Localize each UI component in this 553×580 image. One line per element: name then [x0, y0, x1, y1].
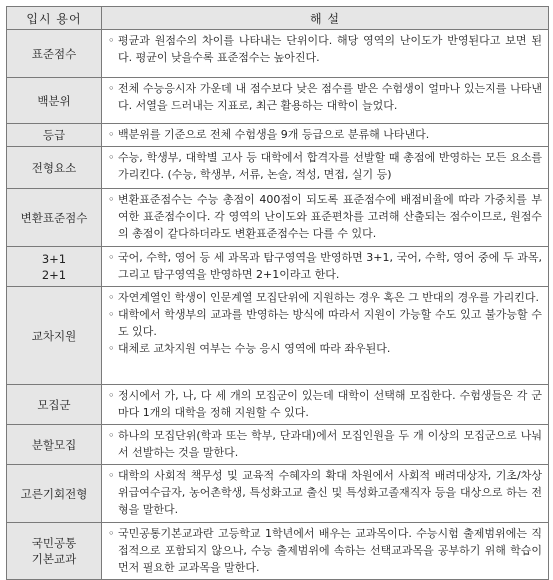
description-text: 정시에서 가, 나, 다 세 개의 모집군이 있는데 대학이 선택해 모집한다. 수험생들은 각 군마다 1개의 대학을 정해 지원할 수 있다. — [118, 389, 542, 419]
bullet-icon: ◦ — [108, 193, 115, 206]
description-text: 국어, 수학, 영어 등 세 과목과 탐구영역을 반영하면 3+1, 국어, 수학, 영어 중에 두 과목, 그리고 탐구영역을 반영하면 2+1이라고 한다. — [118, 251, 542, 281]
bullet-icon: ◦ — [108, 469, 115, 482]
table-row — [7, 425, 549, 465]
term-cell: 모집군 — [7, 385, 102, 425]
term-cell: 백분위 — [7, 78, 102, 124]
description-item — [108, 340, 542, 357]
term-cell: 분할모집 — [7, 425, 102, 465]
description-item — [108, 525, 542, 576]
description-item — [108, 32, 542, 66]
table-row — [7, 78, 549, 124]
description-item — [108, 306, 542, 340]
description-cell — [102, 124, 549, 147]
table-row — [7, 465, 549, 523]
description-text: 수능, 학생부, 대학별 고사 등 대학에서 합격자를 선발할 때 총점에 반영하는 모든 요소를 가리킨다. (수능, 학생부, 서류, 논술, 적성, 면접, 실기 등) — [118, 151, 542, 181]
term-cell: 변환표준점수 — [7, 189, 102, 247]
description-cell — [102, 147, 549, 189]
description-text: 변환표준점수는 수능 총점이 400점이 되도록 표준점수에 배점비율에 따라 가중치를 부여한 표준점수이다. 각 영역의 난이도와 표준편차를 고려해 산출되는 점수이므로, 원점수의 총점이 같다하더라도 변환표준점수는 다를 수 있다. — [118, 193, 542, 240]
description-text: 대학에서 학생부의 교과를 반영하는 방식에 따라서 지원이 가능할 수도 있고 불가능할 수도 있다. — [118, 308, 542, 338]
description-cell — [102, 78, 549, 124]
bullet-icon: ◦ — [108, 251, 115, 264]
bullet-icon: ◦ — [108, 527, 115, 540]
description-text: 대체로 교차지원 여부는 수능 응시 영역에 따라 좌우된다. — [118, 342, 391, 355]
table-row — [7, 287, 549, 385]
description-item — [108, 149, 542, 183]
description-text: 국민공통기본교과란 고등학교 1학년에서 배우는 교과목이다. 수능시험 출제범위에는 직접적으로 포함되지 않으나, 수능 출제범위에 속하는 선택교과목을 공부하기 위해 학습이 먼저 필요한 교과목을 말한다. — [118, 527, 542, 574]
table-body — [7, 30, 549, 580]
description-item — [108, 126, 542, 143]
description-item — [108, 387, 542, 421]
description-text: 백분위를 기준으로 전체 수험생을 9개 등급으로 분류해 나타낸다. — [118, 128, 430, 141]
description-item — [108, 427, 542, 461]
table-row — [7, 30, 549, 78]
terms-table — [6, 6, 549, 580]
description-item — [108, 249, 542, 283]
term-cell: 등급 — [7, 124, 102, 147]
header-row — [7, 7, 549, 30]
description-text: 평균과 원점수의 차이를 나타내는 단위이다. 해당 영역의 난이도가 반영된다고 보면 된다. 평균이 낮을수록 표준점수는 높아진다. — [118, 34, 542, 64]
bullet-icon: ◦ — [108, 128, 115, 141]
bullet-icon: ◦ — [108, 34, 115, 47]
bullet-icon: ◦ — [108, 342, 115, 355]
description-item — [108, 467, 542, 518]
header-desc: 해 설 — [102, 7, 549, 30]
description-item — [108, 191, 542, 242]
term-cell: 전형요소 — [7, 147, 102, 189]
table-row — [7, 124, 549, 147]
description-text: 자연계열인 학생이 인문계열 모집단위에 지원하는 경우 혹은 그 반대의 경우를 가리킨다. — [118, 291, 539, 304]
description-cell — [102, 287, 549, 385]
description-item — [108, 80, 542, 114]
table-row — [7, 523, 549, 580]
description-item — [108, 289, 542, 306]
bullet-icon: ◦ — [108, 291, 115, 304]
bullet-icon: ◦ — [108, 429, 115, 442]
description-cell — [102, 523, 549, 580]
description-cell — [102, 30, 549, 78]
term-cell: 교차지원 — [7, 287, 102, 385]
term-cell: 국민공통 기본교과 — [7, 523, 102, 580]
description-cell — [102, 425, 549, 465]
bullet-icon: ◦ — [108, 151, 115, 164]
description-text: 대학의 사회적 책무성 및 교육적 수혜자의 확대 차원에서 사회적 배려대상자, 기초/차상위급여수급자, 농어촌학생, 특성화고교 출신 및 특성화고졸재직자 등을 대상으로 하는 전형을 말한다. — [118, 469, 542, 516]
bullet-icon: ◦ — [108, 308, 115, 321]
table-row — [7, 147, 549, 189]
bullet-icon: ◦ — [108, 82, 115, 95]
description-text: 전체 수능응시자 가운데 내 점수보다 낮은 점수를 받은 수험생이 얼마나 있는지를 나타낸다. 서열을 드러내는 지표로, 최근 활용하는 대학이 늘었다. — [118, 82, 542, 112]
description-cell — [102, 189, 549, 247]
table-row — [7, 385, 549, 425]
description-cell — [102, 465, 549, 523]
table-row — [7, 247, 549, 287]
term-cell: 고른기회전형 — [7, 465, 102, 523]
header-term: 입시 용어 — [7, 7, 102, 30]
description-text: 하나의 모집단위(학과 또는 학부, 단과대)에서 모집인원을 두 개 이상의 모집군으로 나눠서 선발하는 것을 말한다. — [118, 429, 542, 459]
bullet-icon: ◦ — [108, 389, 115, 402]
table-row — [7, 189, 549, 247]
description-cell — [102, 385, 549, 425]
term-cell: 3+1 2+1 — [7, 247, 102, 287]
description-cell — [102, 247, 549, 287]
term-cell: 표준점수 — [7, 30, 102, 78]
